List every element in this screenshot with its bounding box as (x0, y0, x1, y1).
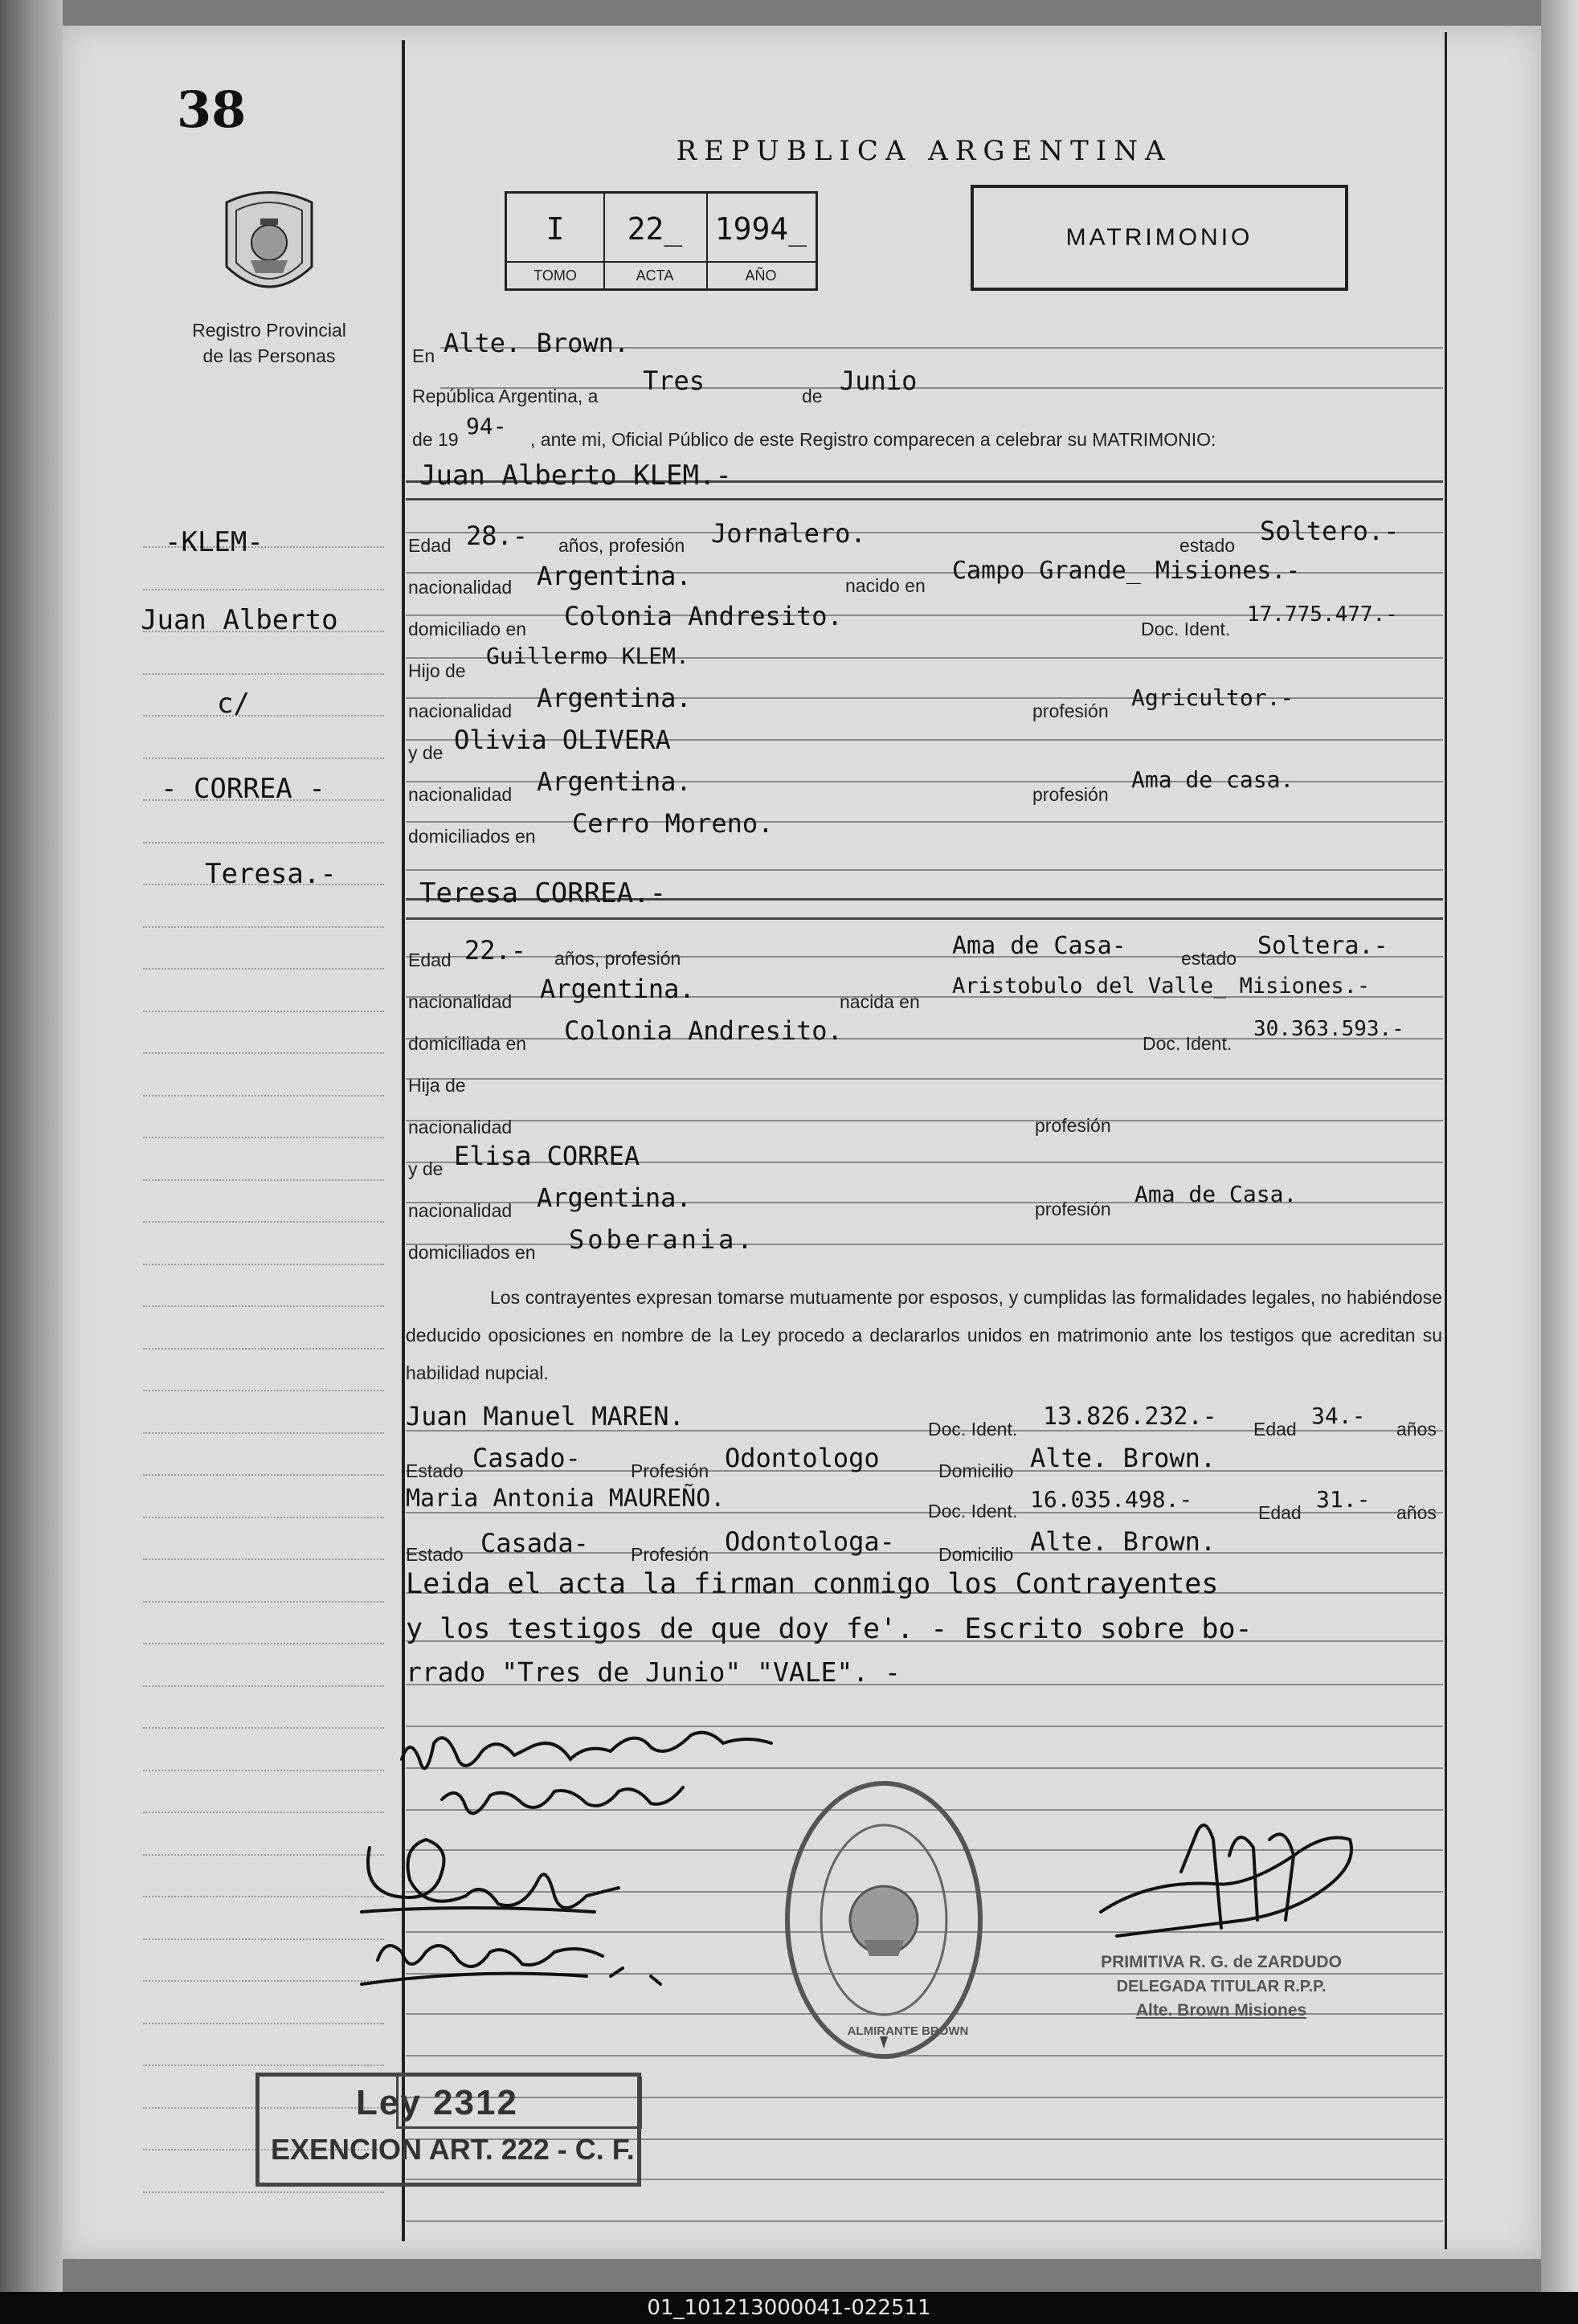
official-title: DELEGADA TITULAR R.P.P. (1116, 1978, 1327, 1995)
groom-nacido-label: nacido en (845, 575, 926, 596)
bride-age: 22.- (464, 935, 527, 966)
bride-y-de-label: y de (408, 1158, 444, 1179)
witness1-age: 34.- (1311, 1403, 1366, 1429)
tomo-cell (507, 194, 605, 288)
bride-birthplace: Aristobulo del Valle_ Misiones.- (952, 974, 1371, 999)
page-edge (1541, 0, 1578, 2324)
witness2-profesion-label: Profesión (631, 1544, 709, 1565)
closing-line2: y los testigos de que doy fe'. - Escrito sobre bo- (406, 1613, 1253, 1645)
witness2-civil-status: Casada- (480, 1528, 589, 1558)
margin-dotted-line (143, 1137, 384, 1138)
ano-value: 1994_ (714, 211, 807, 247)
margin-groom-given: Juan Alberto (141, 604, 338, 636)
witness2-name: Maria Antonia MAUREÑO. (406, 1485, 726, 1513)
ruled-line (406, 1120, 1443, 1121)
groom-nac-label: nacionalidad (408, 577, 513, 598)
ley-exemption-stamp (256, 2073, 641, 2187)
groom-hijo-label: Hijo de (408, 660, 466, 681)
margin-dotted-line (143, 1052, 384, 1054)
place-value: Alte. Brown. (444, 328, 630, 358)
bride-nac-label: nacionalidad (408, 991, 513, 1012)
margin-dotted-line (143, 715, 384, 717)
bride-mother: Elisa CORREA (454, 1141, 640, 1171)
groom-mother-prof-label: profesión (1032, 784, 1109, 805)
bride-mother-prof-label: profesión (1035, 1199, 1111, 1219)
statement-text: , ante mi, Oficial Público de este Registro comparecen a celebrar su MATRIMONIO: (530, 429, 1216, 450)
margin-dotted-line (143, 1685, 384, 1687)
groom-mother-profession: Ama de casa. (1131, 766, 1294, 793)
witness1-name: Juan Manuel MAREN. (406, 1401, 685, 1432)
groom-age: 28.- (466, 521, 529, 551)
registry-line2: de las Personas (202, 345, 336, 366)
margin-groom-surname: -KLEM- (165, 526, 264, 558)
groom-mother: Olivia OLIVERA (454, 725, 671, 755)
bride-nacida-label: nacida en (840, 991, 920, 1012)
right-border (1445, 32, 1447, 2249)
witness1-profesion-label: Profesión (631, 1460, 709, 1481)
bride-mother-profession: Ama de Casa. (1134, 1181, 1298, 1207)
margin-dotted-line (143, 968, 384, 970)
margin-dotted-line (143, 1390, 384, 1391)
tomo-label: TOMO (507, 261, 603, 288)
witness1-doc: 13.826.232.- (1043, 1403, 1217, 1431)
witness2-domicilio-label: Domicilio (938, 1544, 1014, 1565)
groom-father-profession: Agricultor.- (1131, 684, 1294, 711)
groom-civil-status: Soltero.- (1260, 516, 1400, 546)
witness2-profession: Odontologa- (725, 1526, 895, 1557)
margin-dotted-line (143, 1474, 384, 1476)
ruled-line (406, 869, 1443, 871)
bride-parents-dom-label: domiciliados en (408, 1242, 536, 1263)
bride-parents-address: Soberania. (569, 1224, 756, 1255)
signature-witness1 (362, 1840, 619, 1912)
margin-dotted-line (143, 1517, 384, 1518)
witness1-doc-label: Doc. Ident. (928, 1419, 1018, 1440)
margin-bride-surname: - CORREA - (161, 773, 325, 805)
ano-cell (706, 194, 816, 288)
groom-father-nationality: Argentina. (537, 683, 692, 713)
groom-profession: Jornalero. (711, 518, 866, 549)
acta-cell (603, 194, 708, 288)
province-seal-icon (219, 186, 320, 307)
margin-dotted-line (143, 1264, 384, 1265)
bride-dom-label: domiciliada en (408, 1033, 527, 1054)
groom-estado-label: estado (1179, 535, 1236, 556)
acta-value: 22_ (627, 211, 683, 247)
margin-dotted-line (143, 2065, 384, 2066)
month-value: Junio (840, 366, 918, 396)
official-place: Alte. Brown Misiones (1135, 2001, 1307, 2020)
witness1-edad-label: Edad (1253, 1419, 1297, 1440)
registry-line1: Registro Provincial (192, 320, 346, 341)
margin-bride-given: Teresa.- (205, 858, 337, 890)
witness2-anos-label: años (1396, 1502, 1437, 1523)
de-label: de (802, 386, 823, 406)
act-type-box: MATRIMONIO (971, 185, 1348, 291)
bride-nationality: Argentina. (540, 974, 695, 1004)
ruled-line (406, 2220, 1443, 2222)
file-id-caption: 01_101213000041-022511 (647, 2296, 931, 2320)
bride-mother-nat-label: nacionalidad (408, 1200, 513, 1221)
official-stamp (1085, 1950, 1358, 2023)
round-stamp-bottom: ALMIRANTE BROWN (847, 2024, 969, 2038)
margin-dotted-line (143, 1348, 384, 1350)
tomo-acta-year-box (505, 191, 818, 291)
margin-dotted-line (143, 1558, 384, 1560)
margin-dotted-line (143, 842, 384, 843)
bride-civil-status: Soltera.- (1257, 932, 1388, 960)
ruled-line (406, 1244, 1443, 1245)
ley-stamp-top: Ley 2312 (356, 2083, 518, 2122)
acta-label: ACTA (603, 261, 706, 288)
witness2-doc-label: Doc. Ident. (928, 1501, 1018, 1521)
registry-name (165, 317, 374, 369)
groom-parents-address: Cerro Moreno. (572, 808, 774, 839)
groom-address: Colonia Andresito. (564, 601, 843, 631)
bride-father-nat-label: nacionalidad (408, 1117, 513, 1137)
margin-dotted-line (143, 1179, 384, 1181)
witness2-estado-label: Estado (406, 1544, 464, 1565)
margin-dotted-line (143, 1011, 384, 1012)
book-spine (0, 0, 63, 2324)
signature-bride (442, 1787, 683, 1813)
bride-hija-label: Hija de (408, 1075, 466, 1096)
en-label: En (412, 345, 435, 366)
ano-label: AÑO (706, 261, 816, 288)
declaration-body: Los contrayentes expresan tomarse mutuamente por esposos, y cumplidas las formalidades legales, no habiéndose deducido oposiciones en nombre de la Ley procedo a declararlos unidos en matrimonio ante los testigos que acreditan su habilidad nupcial. (406, 1287, 1442, 1383)
ruled-line (406, 821, 1443, 823)
groom-full-name: Juan Alberto KLEM.- (419, 459, 732, 492)
page-number: 38 (177, 80, 247, 139)
witness1-estado-label: Estado (406, 1460, 464, 1481)
ruled-line (406, 1078, 1443, 1080)
groom-y-de-label: y de (408, 742, 444, 763)
margin-dotted-line (143, 758, 384, 759)
witness2-address: Alte. Brown. (1030, 1526, 1216, 1557)
margin-dotted-line (143, 926, 384, 928)
margin-dotted-line (143, 1643, 384, 1644)
year-value: 94- (466, 413, 507, 439)
bride-father-prof-label: profesión (1035, 1115, 1111, 1136)
margin-dotted-line (143, 1601, 384, 1603)
groom-profesion-label: años, profesión (558, 535, 685, 556)
witness1-domicilio-label: Domicilio (938, 1460, 1014, 1481)
bride-edad-label: Edad (408, 950, 452, 970)
groom-doc-label: Doc. Ident. (1141, 619, 1231, 639)
declaration-text (406, 1279, 1442, 1392)
registry-round-stamp (779, 1775, 988, 2065)
groom-father-nat-label: nacionalidad (408, 700, 513, 721)
groom-doc: 17.775.477.- (1247, 602, 1398, 627)
margin-dotted-line (143, 1432, 384, 1434)
year-label: de 19 (412, 429, 459, 450)
bride-profesion-label: años, profesión (554, 948, 681, 969)
official-signature (1085, 1807, 1366, 1968)
margin-connector: c/ (217, 688, 250, 720)
bride-address: Colonia Andresito. (564, 1015, 843, 1046)
groom-parents-dom-label: domiciliados en (408, 826, 536, 847)
day-value: Tres (643, 366, 705, 396)
groom-nationality: Argentina. (537, 561, 692, 591)
groom-birthplace: Campo Grande_ Misiones.- (952, 557, 1301, 585)
ley-stamp-bottom: EXENCION ART. 222 - C. F. (271, 2133, 635, 2166)
groom-edad-label: Edad (408, 535, 452, 556)
witness2-age: 31.- (1316, 1486, 1371, 1513)
signature-groom (402, 1733, 771, 1769)
country-title: REPUBLICA ARGENTINA (676, 135, 1172, 167)
official-name: PRIMITIVA R. G. de ZARDUDO (1101, 1953, 1342, 1971)
witness1-anos-label: años (1396, 1419, 1437, 1440)
witness1-profession: Odontologo (725, 1443, 880, 1473)
margin-dotted-line (143, 589, 384, 590)
bride-estado-label: estado (1181, 948, 1237, 969)
bride-profession: Ama de Casa- (952, 932, 1126, 960)
witness1-address: Alte. Brown. (1030, 1443, 1216, 1473)
bride-mother-nationality: Argentina. (537, 1182, 692, 1213)
ruled-line (406, 498, 1443, 500)
margin-dotted-line (143, 1305, 384, 1307)
groom-father: Guillermo KLEM. (486, 643, 689, 669)
margin-dotted-line (143, 2191, 384, 2193)
tomo-value: I (546, 211, 565, 247)
margin-dotted-line (143, 673, 384, 675)
groom-father-prof-label: profesión (1032, 700, 1109, 721)
closing-line1: Leida el acta la firman conmigo los Contrayentes (406, 1568, 1219, 1600)
witness2-doc: 16.035.498.- (1030, 1486, 1193, 1513)
bride-doc: 30.363.593.- (1253, 1017, 1404, 1041)
ruled-line (406, 917, 1443, 920)
groom-mother-nat-label: nacionalidad (408, 784, 513, 805)
closing-line3: rrado "Tres de Junio" "VALE". - (406, 1656, 901, 1688)
signature-witness2 (362, 1946, 660, 1984)
republic-label: República Argentina, a (412, 386, 599, 406)
witness1-civil-status: Casado- (472, 1443, 581, 1473)
bride-doc-label: Doc. Ident. (1143, 1033, 1233, 1054)
groom-mother-nationality: Argentina. (537, 766, 692, 797)
bride-full-name: Teresa CORREA.- (419, 877, 667, 909)
witness2-edad-label: Edad (1258, 1502, 1302, 1523)
margin-dotted-line (143, 1095, 384, 1097)
groom-dom-label: domiciliado en (408, 619, 527, 639)
margin-dotted-line (143, 1221, 384, 1223)
